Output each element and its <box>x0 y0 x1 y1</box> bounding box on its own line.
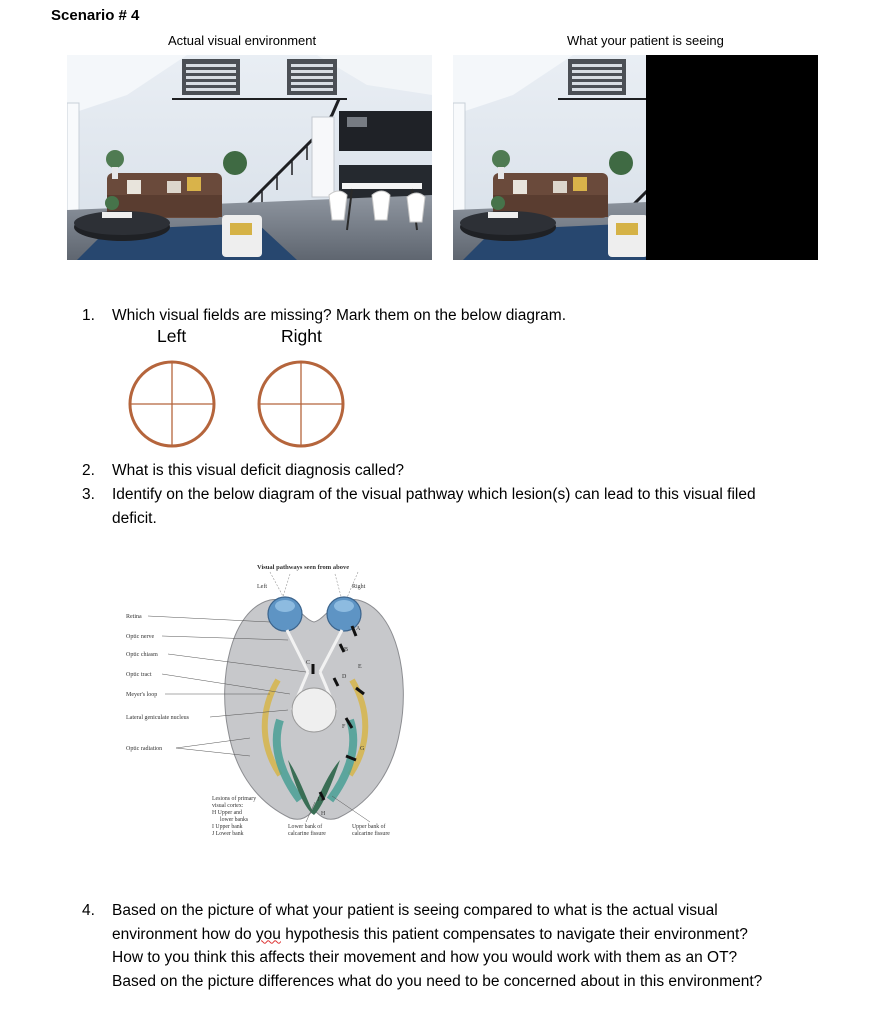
label-lgn: Lateral geniculate nucleus <box>126 715 189 721</box>
upper-bank-line-1: Upper bank of <box>352 824 386 830</box>
label-optic-nerve: Optic nerve <box>126 634 155 640</box>
cortex-caption-2: visual cortex: <box>212 803 244 809</box>
question-1-number: 1. <box>82 307 95 324</box>
question-4-line-2-c: hypothesis this patient compensates to navigate their environment? <box>280 925 748 943</box>
question-4-number: 4. <box>82 902 95 919</box>
diagram-right-label: Right <box>352 584 366 590</box>
label-optic-chiasm: Optic chiasm <box>126 652 158 658</box>
lower-bank-line-1: Lower bank of <box>288 824 323 830</box>
cortex-caption-6: J Lower bank <box>212 831 244 837</box>
question-4 <box>82 899 862 995</box>
question-4-line-4: Based on the picture differences what do you need to be concerned about in this environment? <box>112 972 763 990</box>
right-visual-field-circle[interactable] <box>259 362 343 446</box>
actual-environment-photo <box>67 55 432 260</box>
svg-text:A: A <box>356 626 361 632</box>
svg-text:E: E <box>358 664 362 670</box>
question-2-number: 2. <box>82 462 95 479</box>
question-4-line-3: How to you think this affects their movement and how you would work with them as an OT? <box>112 949 738 966</box>
diagram-left-label: Left <box>257 584 267 590</box>
question-3 <box>82 483 852 531</box>
diagram-title: Visual pathways seen from above <box>257 564 350 571</box>
svg-text:B: B <box>344 647 349 653</box>
visual-field-circles <box>126 358 348 450</box>
visual-pathway-diagram <box>120 560 420 850</box>
label-meyers-loop: Meyer's loop <box>126 692 158 698</box>
svg-text:C: C <box>306 660 311 666</box>
right-eye-label: Right <box>281 326 322 346</box>
question-4-line-2-a: environment how do <box>112 925 256 943</box>
cortex-caption-4: lower banks <box>220 817 249 823</box>
question-2 <box>82 459 842 483</box>
actual-environment-caption: Actual visual environment <box>168 33 317 48</box>
lower-bank-line-2: calcarine fissure <box>288 831 326 837</box>
patient-view-photo <box>453 55 818 260</box>
question-4-line-2 <box>112 923 748 947</box>
label-optic-radiation: Optic radiation <box>126 746 163 752</box>
svg-text:F: F <box>342 724 346 730</box>
svg-text:D: D <box>342 674 347 680</box>
question-2-text: What is this visual deficit diagnosis called? <box>112 462 405 479</box>
question-4-line-2-misspelling: you <box>255 925 281 943</box>
lesion-h-label: H <box>321 811 326 817</box>
svg-text:G: G <box>360 746 365 752</box>
question-4-line-1: Based on the picture of what your patient is seeing compared to what is the actual visual <box>112 902 718 919</box>
question-1 <box>82 304 842 328</box>
right-field-blackout <box>646 55 818 260</box>
left-eye-label: Left <box>157 326 187 346</box>
cortex-caption-5: I Upper bank <box>212 824 243 830</box>
question-3-line-1: Identify on the below diagram of the visual pathway which lesion(s) can lead to this visual filed <box>112 486 756 503</box>
upper-bank-line-2: calcarine fissure <box>352 831 390 837</box>
cortex-caption-1: Lesions of primary <box>212 796 257 802</box>
question-3-line-2: deficit. <box>112 510 157 527</box>
patient-view-caption: What your patient is seeing <box>567 33 724 48</box>
scenario-title: Scenario # 4 <box>51 7 140 24</box>
label-optic-tract: Optic tract <box>126 672 152 678</box>
cortex-caption-3: H Upper and <box>212 810 242 816</box>
question-1-text: Which visual fields are missing? Mark them on the below diagram. <box>112 307 566 324</box>
left-visual-field-circle[interactable] <box>130 362 214 446</box>
label-retina: Retina <box>126 614 142 620</box>
lesion-ij-label: J I <box>317 797 323 803</box>
question-3-number: 3. <box>82 486 95 503</box>
